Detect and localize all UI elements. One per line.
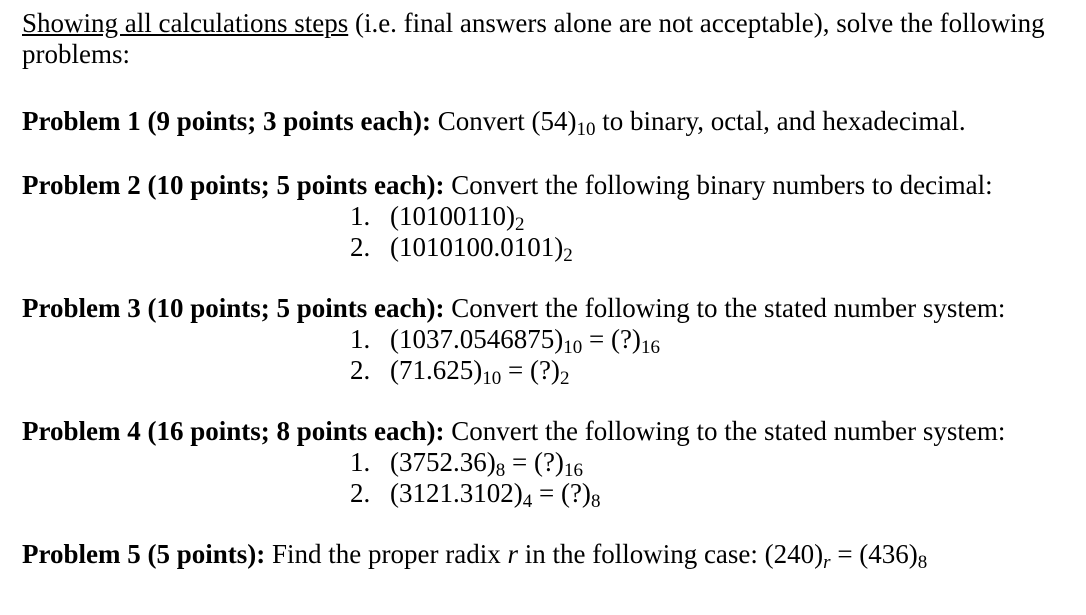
list-item bbox=[350, 478, 1072, 512]
item-base: 4 bbox=[522, 491, 533, 512]
item-target-base: 2 bbox=[559, 368, 570, 389]
radix-variable: r bbox=[507, 539, 518, 569]
item-value: (10100110) bbox=[390, 201, 515, 231]
list-item bbox=[350, 324, 1072, 358]
item-value: (3121.3102) bbox=[390, 478, 523, 508]
problem-4-line bbox=[22, 416, 1072, 447]
problem-4-text: Convert the following to the stated number system: bbox=[444, 416, 1006, 446]
problem-5 bbox=[22, 539, 1072, 573]
item-expression bbox=[390, 324, 660, 358]
list-item bbox=[350, 447, 1072, 481]
item-equals: = (?) bbox=[505, 447, 564, 477]
item-base: 2 bbox=[563, 245, 573, 266]
item-number: 1. bbox=[350, 324, 371, 354]
item-equals: = (?) bbox=[532, 478, 591, 508]
item-equals: = (?) bbox=[582, 324, 641, 354]
problem-2-line bbox=[22, 170, 1072, 201]
item-base: 2 bbox=[514, 214, 525, 235]
item-expression bbox=[390, 201, 525, 235]
item-target-base: 16 bbox=[640, 337, 660, 358]
item-target-base: 16 bbox=[563, 460, 583, 481]
problem-1 bbox=[22, 106, 1072, 140]
instructions-underlined: Showing all calculations steps bbox=[22, 8, 349, 38]
problem-2-heading: Problem 2 (10 points; 5 points each): bbox=[22, 170, 445, 200]
item-expression bbox=[390, 232, 573, 266]
problem-1-base: 10 bbox=[576, 119, 596, 140]
problem-2-list bbox=[350, 201, 1072, 266]
problem-3-list bbox=[350, 324, 1072, 389]
problem-3-text: Convert the following to the stated number system: bbox=[444, 293, 1006, 323]
problem-2-text: Convert the following binary numbers to decimal: bbox=[444, 170, 993, 200]
problem-1-text-end: to binary, octal, and hexadecimal. bbox=[595, 106, 966, 136]
problem-5-text-mid: in the following case: (240) bbox=[517, 539, 824, 569]
item-equals: = (?) bbox=[501, 355, 560, 385]
radix-subscript: r bbox=[823, 552, 831, 573]
item-base: 10 bbox=[563, 337, 583, 358]
problem-1-text: Convert (54) bbox=[431, 106, 577, 136]
item-base: 8 bbox=[495, 460, 506, 481]
document-page bbox=[22, 8, 1072, 573]
problem-5-base: 8 bbox=[917, 552, 928, 573]
item-number: 2. bbox=[350, 478, 371, 508]
problem-1-heading: Problem 1 (9 points; 3 points each): bbox=[22, 106, 431, 136]
item-value: (3752.36) bbox=[390, 447, 496, 477]
item-base: 10 bbox=[482, 368, 502, 389]
item-expression bbox=[390, 447, 583, 481]
item-expression bbox=[390, 478, 601, 512]
problem-3-heading: Problem 3 (10 points; 5 points each): bbox=[22, 293, 445, 323]
item-number: 2. bbox=[350, 232, 371, 262]
instructions-rest: (i.e. final answers alone are not acceptable), solve the following problems: bbox=[22, 8, 1045, 69]
item-value: (1037.0546875) bbox=[390, 324, 564, 354]
item-value: (71.625) bbox=[390, 355, 483, 385]
problem-5-text: Find the proper radix bbox=[265, 539, 508, 569]
instructions-paragraph bbox=[22, 8, 1072, 70]
item-number: 1. bbox=[350, 201, 371, 231]
list-item bbox=[350, 232, 1072, 266]
item-number: 2. bbox=[350, 355, 371, 385]
problem-3-line bbox=[22, 293, 1072, 324]
problem-5-heading: Problem 5 (5 points): bbox=[22, 539, 266, 569]
problem-3 bbox=[22, 293, 1072, 389]
item-number: 1. bbox=[350, 447, 371, 477]
problem-2 bbox=[22, 170, 1072, 266]
list-item bbox=[350, 355, 1072, 389]
list-item bbox=[350, 201, 1072, 235]
item-expression bbox=[390, 355, 570, 389]
problem-4-list bbox=[350, 447, 1072, 512]
problem-5-text-end: = (436) bbox=[830, 539, 918, 569]
problem-4-heading: Problem 4 (16 points; 8 points each): bbox=[22, 416, 445, 446]
item-value: (1010100.0101) bbox=[390, 232, 564, 262]
problem-4 bbox=[22, 416, 1072, 512]
item-target-base: 8 bbox=[590, 491, 601, 512]
